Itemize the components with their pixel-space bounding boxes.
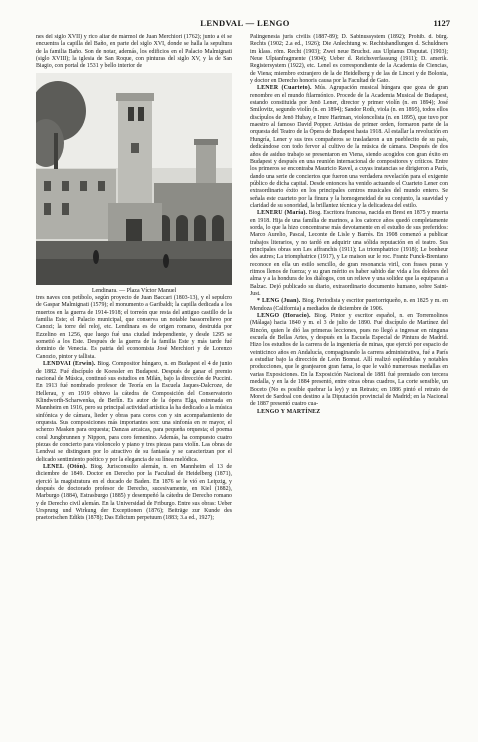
entry-headword: LENERU (María). — [257, 210, 308, 217]
left-column — [36, 34, 232, 724]
entry-headword: LENDVAI (Erwin). — [43, 361, 96, 368]
entry-body: Biog. Periodista y escritor puertorriqueño, n. en 1825 y m. en Mendoza (California) a mediados de diciembre de 1906. — [250, 298, 448, 312]
running-header — [40, 18, 450, 32]
photo-plaza-victor-manuel — [36, 73, 232, 285]
entry-headword: LENER (Cuarteto). — [257, 85, 312, 92]
entry-body: Mús. Agrupación musical húngara que goza de gran renombre en el mundo filarmónico. Procede de la Academia Musical de Budapest, estando constituida por Jenö Lener, director y primer violín (n. en 1894); José Smilovitz, segundo violín (n. en 1894); Sandor Roth, viola (n. en 1895), todos ellos discípulos de Jenö Hubay, e Imre Hartman, violoncelista (n. en 1895), que tuvo por maestro al famoso David Popper. Artistas de primer orden, formaron parte de la orquesta del Teatro de la Ópera de Budapest hasta 1918. Al estallar la revolución en Hungría, Lener y sus tres compañeros se trasladaron a un pueblecito de su país, dedicándose con todo fervor al cultivo de la música de cámara. Después de dos años de asiduo trabajo se presentaron en Viena, siendo acogidos con gran éxito en Budapest y después en una reunión internacional de compositores y críticos. Entre los primeros se encontraba Mauricio Ravel, a cuyas instancias se dirigieron a París, dando una serie de conciertos que fueron una verdadera revelación para el exigente público de dicha capital. Desde entonces ha venido actuando el Cuarteto Lener con extraordinario éxito en los principales centros musicales del mundo entero. Se señala este cuarteto por la finura y la homogeneidad de su conjunto, la suavidad y claridad de su sonoridad, la brillantez técnica y la delicadeza del estilo. — [250, 85, 448, 209]
running-title: LENDVAL — LENGO — [200, 18, 290, 28]
right-column — [250, 34, 448, 724]
entry-body: Biog. Pintor y escritor español, n. en Torremolinos (Málaga) hacia 1840 y m. el 3 de julio de 1890. Fué discípulo de Martínez del Rincón, quien le dió las primeras lecciones, pues no llegó a ingresar en ninguna escuela de Bellas Artes, y después en la Escuela Especial de Pintura de Madrid. Hizo los estudios de la carrera de la ingeniería de minas, que ejerció por espacio de veinticinco años en Andalucía, compaginando la carrera administrativa, fué a París a estudiar bajo la dirección de León Bonnat. Allí realizó espléndidas y notables producciones, que le granjearon gran fama, lo que le valió numerosas medallas en varias Exposiciones. En la Exposición Nacional de 1881 fué premiado con tercera medalla, y en la de 1884 presentó, entre otras obras cuadros, La corte sensible, un Boceto (No es posible quebrar la ley) y un Retrato; en 1886 pintó el retrato de Moret de Sardoal con destino a la Diputación provincial de Madrid; en la Nacional de 1887 presentó cuatro cua- — [250, 313, 448, 408]
entry-headword: LENGO Y MARTÍNEZ — [257, 408, 321, 415]
entry-lenel — [36, 464, 232, 523]
page-number: 1127 — [433, 18, 450, 28]
entry-body: Biog. Compositor húngaro, n. en Budapest el 4 de junio de 1882. Fué discípulo de Koessler en Budapest. Después de ganar el premio nacional de Música, continuó sus estudios en Milán, bajo la dirección de Puccini. En 1913 fué nombrado profesor de Teoría en la Escuela Jaques-Dalcroze, de Hellerau, y en 1919 obtuvo la cátedra de Composición del Conservatorio Klindworth-Scharwenka, de Berlín. Es autor de la ópera Elga, estrenada en Mannheim en 1916, pero su principal actividad artística la ha dedicado a la música sinfónica y de cámara, lieder y obras para coros con y sin acompañamiento de orquesta. Sus composiciones más importantes son: una sinfonía en re mayor, el scherzo Masken para orquesta; Danzas arcaicas, para pequeña orquesta; el poema coral Jungbrunnen y Nippon, para coro femenino. Además, ha compuesto cuatro piezas de concierto para violoncelo y piano y tres piezas para violín. Las obras de Lendvai se distinguen por lo atractivo de su fantasía y se caracterizan por el delicado sentimiento poético y por la elegancia de su línea melódica. — [36, 361, 232, 463]
entry-lengo — [250, 313, 448, 408]
entry-leneru — [250, 210, 448, 298]
entry-headword: * LENG (Juan). — [257, 298, 301, 305]
entry-headword: LENGO (Horacio). — [257, 313, 311, 320]
plaza-illustration — [36, 73, 232, 285]
entry-lener — [250, 85, 448, 210]
entry-leng — [250, 298, 448, 313]
entry-body: Biog. Escritora francesa, nacida en Brest en 1875 y muerta en 1918. Hija de una familia de marinos, a los catorce años quedó completamente sorda, lo que la hizo concentrarse más devotamente en el estudio de sus preferidos: Marco Aurelio, Pascal, Leconte de Lisle y Barrès. En 1908 comenzó a publicar trabajos literarios, y no tardó en adquirir una sólida reputación en el teatro. Sus principales obras son Les affranchis (1911); La triomphatrice (1918); Le bonheur des autres; La triomphatrice (1917), y Le maison sur le roc. Frantz Funck-Brentano reconoce en ella un estilo sencillo, de gran resonancia viril, con frases puras y ritmos llenos de fuerza; y su gran mérito es haber sabido dar vida a los dolores del alma y a la hondura de los diálogos, con un relieve y una solidez que la equiparan a Balzac. Dejó publicado su diario, extraordinario documento humano, sobre Saint-Just. — [250, 210, 448, 298]
paragraph-intro-left: nes del siglo XVII) y rico altar de mármol de Juan Merchiori (1762); junto a él se encuentra la capilla del Baño, en parte del siglo XVI, donde se halla la sepultura de la familia Baño. Son de notar, además, los edificios en el Palacio Malmignati (siglo XVIII); la iglesia de San Roque, con pinturas del siglo XV, y la de San Biagio, con portal de 1531 y bello interior de — [36, 34, 232, 70]
entry-body: Biog. Jurisconsulto alemán, n. en Mannheim el 13 de diciembre de 1849. Doctor en Derecho por la Facultad de Heidelberg (1871), ejerció la magistratura en el ducado de Baden. En 1876 se le vió en Leipzig, y después de doctorado profesor de Derecho, sucesivamente, en Kiel (1882), Marburgo (1884), Estrasburgo (1885) y desempeñó la cátedra de Derecho romano y de Derecho civil alemán. En la Universidad de Friburgo. Entre sus obras: Ueber Ursprung und Wirkung der Exceptionen (1876); Beiträge zur Kunde des praetorischen Edikts (1878); Das Edictum perpetuum (1883; 3.a ed., 1927); — [36, 463, 232, 522]
entry-lendvai — [36, 361, 232, 464]
paragraph-intro-right: Palingenesia juris civilis (1887-89); D. Sabinussystem (1892); Prohib. d. bürg. Rechts (1902; 2.a ed., 1926); Die Anlechtung w. Rechtshandlungen d. Schuldners im klass. röm. Recht (1903); Zwei neue Bruchst. aus Ulpianus Disputat. (1903); Neue Ulpianfragmente (1904); Ueber d. Reichsverfassung (1911); D. amerik. Registersystem (1922), etc. Lenel es correspondiente de la Academia de Ciencias, de Viena; miembro extranjero de la de Heidelberg y de las de Lincei y de Bolonia, y doctor en Derecho honoris causa por la Facultad de Gato. — [250, 34, 448, 85]
photo-caption: Lendinara. — Plaza Víctor Manuel — [91, 287, 177, 294]
entry-lengo-y-martinez — [250, 409, 448, 416]
paragraph-lendinara-cont: tres naves con petíbolo, según proyecto de Juan Baccari (1803-13), y el sepulcro de Gaspar Malmignati (1579); el monumento a Garibaldi; la capilla dedicada a los muertos en la guerra de 1914-1918; el torreón que resta del antiguo castillo de la familia Este; el Palacio municipal, que conserva un notable bassorrelievo por Canozi; la torre del reloj, etc. Lendinara es de origen romano, destruida por Ezzelino en 1256, que luego fué una ciudad independiente, y desde 1295 se sometió a los Este. Después de la guerra de la familia Este y más tarde fué dominio de Venecia. Es patria del economista José Merchiori y de Lorenzo Canozio, pintor y tallista. — [36, 295, 232, 360]
entry-headword: LENEL (Otón). — [43, 463, 87, 470]
